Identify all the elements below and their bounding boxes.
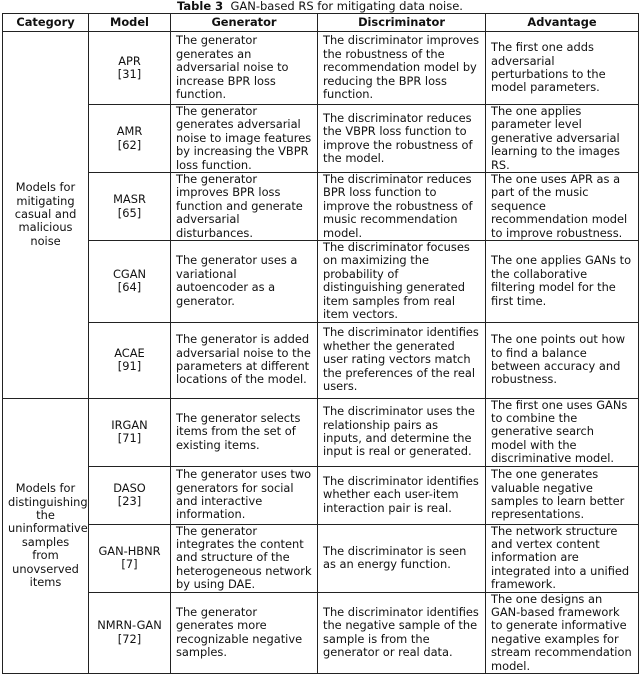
table-row bbox=[3, 466, 639, 524]
generator-cell: The generator is added adversarial noise to the parameters at different locations of the model. bbox=[171, 322, 318, 398]
model-cell bbox=[89, 32, 171, 105]
citation: [7] bbox=[121, 557, 138, 572]
generator-cell: The generator improves BPR loss function and generate adversarial disturbances. bbox=[171, 173, 318, 241]
model-name: DASO bbox=[113, 480, 146, 495]
header-advantage: Advantage bbox=[486, 14, 639, 32]
category-cell: Models for distinguishing the uninformative samples from unovserved items bbox=[3, 398, 89, 674]
model-cell bbox=[89, 322, 171, 398]
generator-cell: The generator generates adversarial noise to image features by increasing the VBPR loss function. bbox=[171, 105, 318, 173]
table-row bbox=[3, 32, 639, 105]
table-row bbox=[3, 524, 639, 592]
table-row bbox=[3, 592, 639, 673]
header-discriminator: Discriminator bbox=[318, 14, 486, 32]
model-name: ACAE bbox=[114, 345, 145, 360]
model-cell bbox=[89, 398, 171, 466]
model-cell bbox=[89, 173, 171, 241]
discriminator-cell: The discriminator improves the robustness of the recommendation model by reducing the BPR loss function. bbox=[318, 32, 486, 105]
generator-cell: The generator generates an adversarial noise to increase BPR loss function. bbox=[171, 32, 318, 105]
generator-cell: The generator uses two generators for social and interactive information. bbox=[171, 466, 318, 524]
header-generator: Generator bbox=[171, 14, 318, 32]
gan-noise-table bbox=[2, 13, 639, 674]
generator-cell: The generator integrates the content and structure of the heterogeneous network by using DAE. bbox=[171, 524, 318, 592]
citation: [31] bbox=[117, 67, 142, 81]
model-cell bbox=[89, 466, 171, 524]
discriminator-cell: The discriminator reduces the VBPR loss function to improve the robustness of the model. bbox=[318, 105, 486, 173]
table-caption bbox=[0, 0, 640, 13]
model-name: AMR bbox=[116, 124, 143, 139]
advantage-cell: The one applies parameter level generative adversarial learning to the images RS. bbox=[486, 105, 639, 173]
table-row bbox=[3, 173, 639, 241]
model-cell bbox=[89, 592, 171, 673]
discriminator-cell: The discriminator identifies the negative sample of the sample is from the generator or real data. bbox=[318, 592, 486, 673]
citation: [72] bbox=[117, 631, 142, 646]
model-name: MASR bbox=[113, 192, 146, 207]
table-row bbox=[3, 398, 639, 466]
category-cell: Models for mitigating casual and malicious noise bbox=[3, 32, 89, 399]
generator-cell: The generator generates more recognizable negative samples. bbox=[171, 592, 318, 673]
citation: [91] bbox=[117, 359, 142, 373]
model-name: APR bbox=[118, 53, 141, 68]
model-cell bbox=[89, 524, 171, 592]
advantage-cell: The first one uses GANs to combine the generative search model with the discriminative model. bbox=[486, 398, 639, 466]
advantage-cell: The first one adds adversarial perturbations to the model parameters. bbox=[486, 32, 639, 105]
advantage-cell: The one uses APR as a part of the music sequence recommendation model to improve robustness. bbox=[486, 173, 639, 241]
discriminator-cell: The discriminator identifies whether each user-item interaction pair is real. bbox=[318, 466, 486, 524]
table-row bbox=[3, 241, 639, 322]
table-row bbox=[3, 322, 639, 398]
model-name: CGAN bbox=[112, 266, 147, 281]
model-cell bbox=[89, 105, 171, 173]
citation: [64] bbox=[117, 280, 142, 295]
model-name: IRGAN bbox=[111, 417, 148, 432]
model-name: NMRN-GAN bbox=[97, 618, 162, 633]
discriminator-cell: The discriminator uses the relationship pairs as inputs, and determine the input is real or generated. bbox=[318, 398, 486, 466]
citation: [23] bbox=[117, 494, 142, 509]
advantage-cell: The one designs an GAN-based framework to generate informative negative examples for stream recommendation model. bbox=[486, 592, 639, 673]
table-label: Table 3 bbox=[177, 0, 224, 13]
header-category: Category bbox=[3, 14, 89, 32]
discriminator-cell: The discriminator is seen as an energy function. bbox=[318, 524, 486, 592]
model-name: GAN-HBNR bbox=[98, 543, 161, 558]
citation: [71] bbox=[117, 431, 142, 446]
advantage-cell: The one applies GANs to the collaborative filtering model for the first time. bbox=[486, 241, 639, 322]
advantage-cell: The one points out how to find a balance between accuracy and robustness. bbox=[486, 322, 639, 398]
generator-cell: The generator selects items from the set of existing items. bbox=[171, 398, 318, 466]
generator-cell: The generator uses a variational autoencoder as a generator. bbox=[171, 241, 318, 322]
table-title: GAN-based RS for mitigating data noise. bbox=[230, 0, 463, 13]
citation: [62] bbox=[117, 137, 142, 152]
header-model: Model bbox=[89, 14, 171, 32]
discriminator-cell: The discriminator reduces BPR loss function to improve the robustness of music recommendation model. bbox=[318, 173, 486, 241]
model-cell bbox=[89, 241, 171, 322]
advantage-cell: The one generates valuable negative samples to learn better representations. bbox=[486, 466, 639, 524]
table-row bbox=[3, 105, 639, 173]
table-header-row bbox=[3, 14, 639, 32]
citation: [65] bbox=[117, 205, 142, 220]
discriminator-cell: The discriminator focuses on maximizing the probability of distinguishing generated item samples from real item vectors. bbox=[318, 241, 486, 322]
advantage-cell: The network structure and vertex content information are integrated into a unified framework. bbox=[486, 524, 639, 592]
discriminator-cell: The discriminator identifies whether the generated user rating vectors match the preferences of the real users. bbox=[318, 322, 486, 398]
